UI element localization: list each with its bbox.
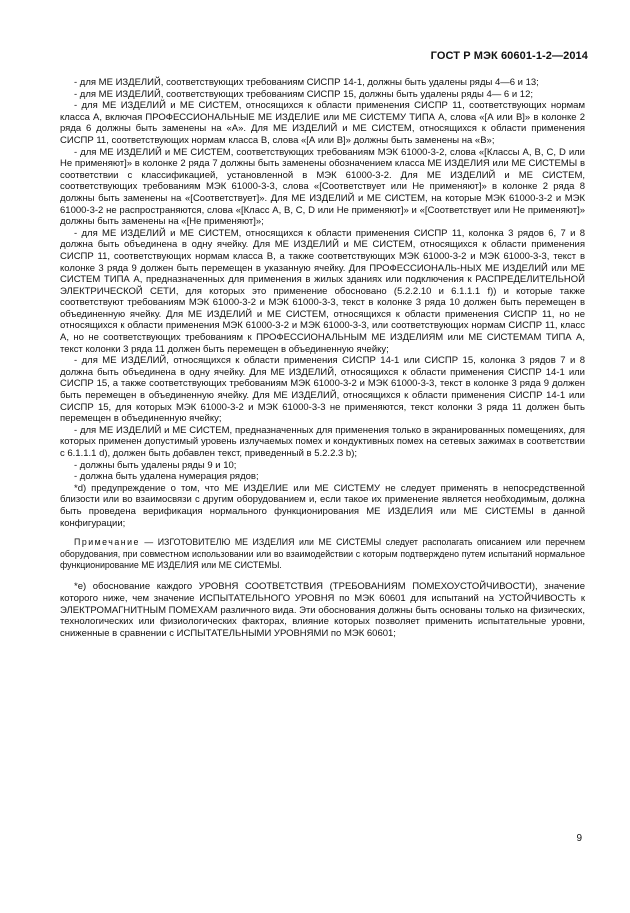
paragraph-remove-rows: - должны быть удалены ряды 9 и 10; <box>74 459 237 471</box>
note-text: — ИЗГОТОВИТЕЛЮ МЕ ИЗДЕЛИЯ или МЕ СИСТЕМЫ следует располагать описанием или перечнем оборудования, при совместном использовании или во взаимодействии с которым подтверждено путем испытаний нормальное функционирование МЕ ИЗДЕЛИЯ или МЕ СИСТЕМЫ. <box>60 537 585 570</box>
page-number: 9 <box>576 833 582 844</box>
paragraph-iec-61000-3-2: - для МЕ ИЗДЕЛИЙ и МЕ СИСТЕМ, соответствующих требованиям МЭК 61000-3-2, слова «[Классы А, В, С, D или Не применяют]» в колонке 2 ряда 7 должны быть заменены обозначением класса МЕ ИЗДЕЛИЯ или МЕ СИСТЕМЫ в соответствии с классификацией, установленной в МЭК 61000-3-2. Для МЕ ИЗДЕЛИЙ и МЕ СИСТЕМ, соответствующих требованиям МЭК 61000-3-3, слова «[Соответствует или Не применяют]» в колонке 2 ряда 8 должны быть заменены на «[Соответствует]». Для МЕ ИЗДЕЛИЙ и МЕ СИСТЕМ, на которые МЭК 61000-3-2 и МЭК 61000-3-2 не распространяются, слова «[Класс А, В, С, D или Не применяют]» и «[Соответствует или Не применяют]» должны быть заменены на «[Не применяют]»; <box>60 146 585 228</box>
paragraph-cispr-14-15-columns: - для МЕ ИЗДЕЛИЙ, относящихся к области применения СИСПР 14-1 или СИСПР 15, колонка 3 рядов 7 и 8 должна быть объединена в одну ячейку. Для МЕ ИЗДЕЛИЙ, относящихся к области применения СИСПР 14-1 или СИСПР 15, а также соответствующих требованиям МЭК 61000-3-2 и МЭК 61000-3-3, текст в колонке 3 ряда 9 должен быть перемещен в объединенную ячейку. Для МЕ ИЗДЕЛИЙ, относящихся к области применения СИСПР 14-1 или СИСПР 15, для которых МЭК 61000-3-2 и МЭК 61000-3-3 не применяются, текст колонки 3 ряда 11 должен быть перемещен в объединенную ячейку; <box>60 355 585 425</box>
paragraph-cispr-14-1: - для МЕ ИЗДЕЛИЙ, соответствующих требованиям СИСПР 14-1, должны быть удалены ряды 4—6 и 13; <box>74 77 539 88</box>
document-body <box>60 77 585 639</box>
paragraph-item-e-justification: *e) обоснование каждого УРОВНЯ СООТВЕТСТВИЯ (ТРЕБОВАНИЯМ ПОМЕХОУСТОЙЧИВОСТИ), значение которого ниже, чем значение ИСПЫТАТЕЛЬНОГО УРОВНЯ по МЭК 60601 для испытаний на УСТОЙЧИВОСТЬ к ЭЛЕКТРОМАГНИТНЫМ ПОМЕХАМ различного вида. Эти обоснования должны быть основаны только на физических, технологических или физиологических факторах, влияние которых позволяет применить испытательные уровни, сниженные в сравнении с ИСПЫТАТЕЛЬНЫМИ УРОВНЯМИ по МЭК 60601; <box>60 581 585 639</box>
paragraph-item-d-warning: *d) предупреждение о том, что МЕ ИЗДЕЛИЕ или МЕ СИСТЕМУ не следует применять в непосредственной близости или во взаимосвязи с другим оборудованием и, если такое их применение является необходимым, должна быть проведена верификация нормального функционирования МЕ ИЗДЕЛИЯ или МЕ СИСТЕМЫ в данной конфигурации; <box>60 482 585 529</box>
paragraph-cispr-11-columns: - для МЕ ИЗДЕЛИЙ и МЕ СИСТЕМ, относящихся к области применения СИСПР 11, колонка 3 рядов 6, 7 и 8 должна быть объединена в одну ячейку. Для МЕ ИЗДЕЛИЙ и МЕ СИСТЕМ, относящихся к области применения СИСПР 11, соответствующих нормам класса В, а также соответствующих МЭК 61000-3-2 и МЭК 61000-3-3, текст в колонке 3 ряда 9 должен быть перемещен в указанную ячейку. Для ПРОФЕССИОНАЛЬ-НЫХ МЕ ИЗДЕЛИЙ или МЕ СИСТЕМ ТИПА А, предназначенных для применения в жилых зданиях или подключения к РАСПРЕДЕЛИТЕЛЬНОЙ ЭЛЕКТРИЧЕСКОЙ СЕТИ, для которых это применение обосновано (5.2.2.10 и 6.1.1.1 f)) и которые также соответствуют требованиям МЭК 61000-3-2 и МЭК 61000-3-3, текст в колонке 3 ряда 10 должен быть перемещен в объединенную ячейку. Для МЕ ИЗДЕЛИЙ и МЕ СИСТЕМ, относящихся к области применения СИСПР 11, но не относящихся к области применения МЭК 61000-3-2 и МЭК 61000-3-3, или соответствующих нормам СИСПР 11, класс А, но не соответствующих требованиям к ПРОФЕССИОНАЛЬНЫМ МЕ ИЗДЕЛИЯМ или МЕ СИСТЕМАМ ТИПА А, текст колонки 3 ряда 11 должен быть перемещен в объединенную ячейку; <box>60 227 585 355</box>
paragraph-cispr-11-class: - для МЕ ИЗДЕЛИЙ и МЕ СИСТЕМ, относящихся к области применения СИСПР 11, соответствующих нормам класса А, включая ПРОФЕССИОНАЛЬНЫЕ МЕ ИЗДЕЛИЕ или МЕ СИСТЕМУ ТИПА А, слова «[А или В]» в колонке 2 ряда 6 должны быть заменены на «А». Для МЕ ИЗДЕЛИЙ и МЕ СИСТЕМ, относящихся к области применения СИСПР 11, соответствующих нормам класса В, слова «[А или В]» должны быть заменены на «В»; <box>60 100 585 146</box>
document-header: ГОСТ Р МЭК 60601-1-2—2014 <box>430 50 588 62</box>
paragraph-shielded-rooms: - для МЕ ИЗДЕЛИЙ и МЕ СИСТЕМ, предназначенных для применения только в экранированных помещениях, для которых применен допустимый уровень излучаемых помех и кондуктивных помех на сетевых зажимах в соответствии с 6.1.1.1 d), должен быть добавлен текст, приведенный в 5.2.2.3 b); <box>60 424 585 459</box>
paragraph-remove-numbering: - должна быть удалена нумерация рядов; <box>74 471 259 483</box>
note-block <box>60 537 585 571</box>
paragraph-cispr-15: - для МЕ ИЗДЕЛИЙ, соответствующих требованиям СИСПР 15, должны быть удалены ряды 4— 6 и 12; <box>74 88 534 100</box>
note-label: Примечание <box>74 537 140 548</box>
